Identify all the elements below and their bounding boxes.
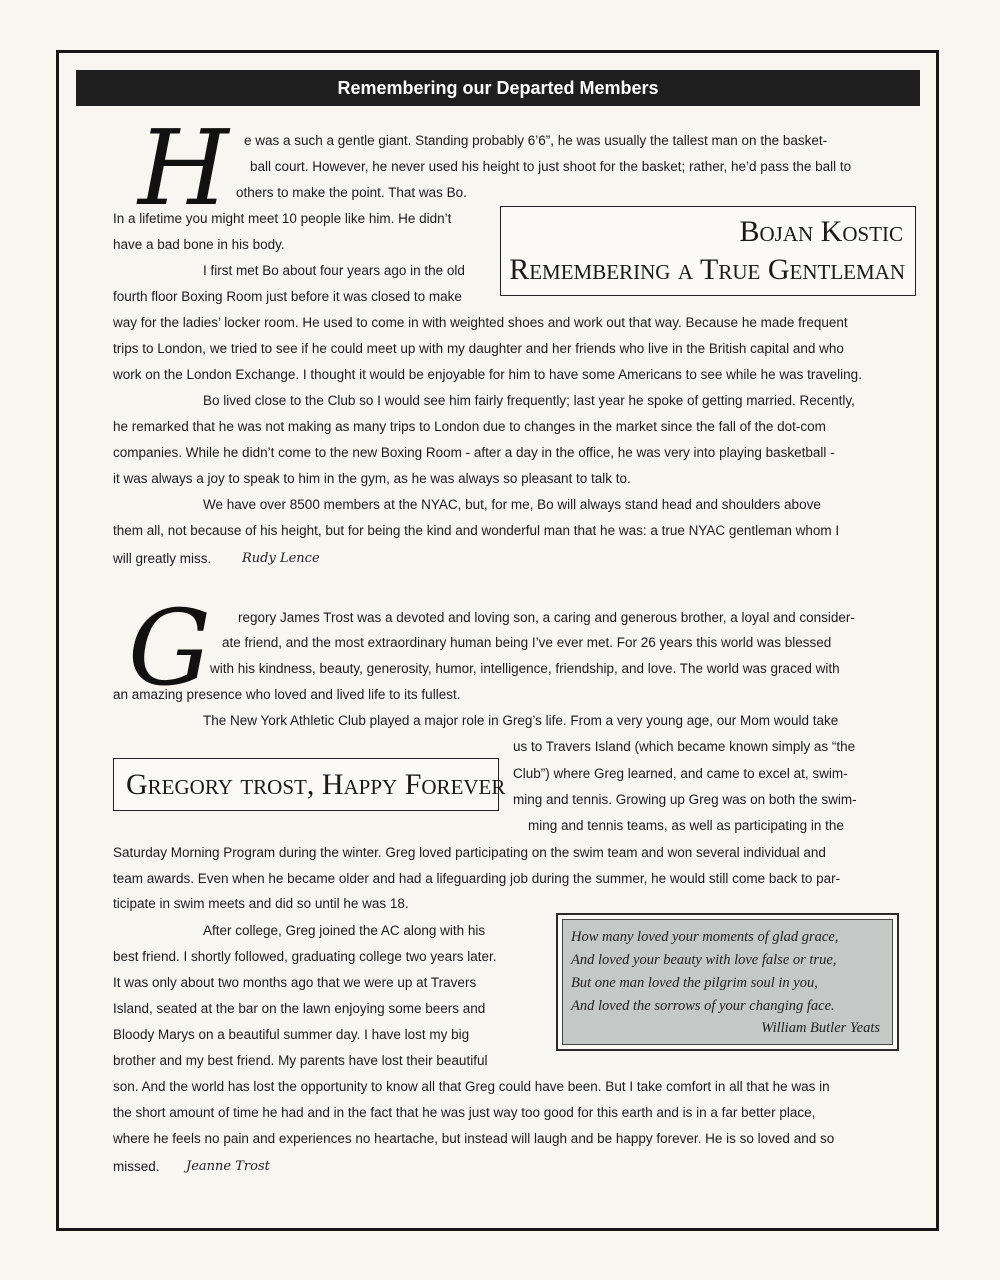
text-line: e was a such a gentle giant. Standing probably 6’6”, he was usually the tallest man on the basket- xyxy=(244,133,828,148)
poem-line: How many loved your moments of glad grace, xyxy=(571,929,839,945)
text-line: he remarked that he was not making as many trips to London due to changes in the market since the fall of the dot-com xyxy=(113,419,826,434)
text-line: brother and my best friend. My parents have lost their beautiful xyxy=(113,1053,488,1068)
text-line: way for the ladies’ locker room. He used to come in with weighted shoes and work out that way. Because he made frequent xyxy=(113,315,848,330)
drop-cap-h: H xyxy=(138,107,229,229)
text-line: the short amount of time he had and in the fact that he was just way too good for this earth and is in a far better place, xyxy=(113,1105,816,1120)
article-title-subtitle: Remembering a True Gentleman xyxy=(509,253,905,286)
section-header-title: Remembering our Departed Members xyxy=(337,77,659,98)
text-line: son. And the world has lost the opportunity to know all that Greg could have been. But I take comfort in all that he was in xyxy=(113,1079,830,1094)
text-line: Bo lived close to the Club so I would see him fairly frequently; last year he spoke of getting married. Recently, xyxy=(203,393,855,408)
text-line: Bloody Marys on a beautiful summer day. I have lost my big xyxy=(113,1027,470,1042)
text-line: In a lifetime you might meet 10 people like him. He didn’t xyxy=(113,211,452,226)
text-line: best friend. I shortly followed, graduating college two years later. xyxy=(113,949,497,964)
signature-jeanne-trost: Jeanne Trost xyxy=(186,1159,270,1174)
article-title-name: Bojan Kostic xyxy=(739,215,903,248)
article-title-gregory: Gregory trost, Happy Forever xyxy=(126,768,506,801)
drop-cap-g: G xyxy=(128,587,212,709)
text-line: The New York Athletic Club played a major role in Greg’s life. From a very young age, our Mom would take xyxy=(203,713,839,728)
text-line: ball court. However, he never used his height to just shoot for the basket; rather, he’d pass the ball to xyxy=(250,159,852,174)
text-line: an amazing presence who loved and lived life to its fullest. xyxy=(113,687,461,702)
poem-quote-panel xyxy=(562,919,893,1045)
text-line: ming and tennis. Growing up Greg was on both the swim- xyxy=(513,792,857,807)
text-line: ming and tennis teams, as well as participating in the xyxy=(528,818,844,833)
text-line: ate friend, and the most extraordinary human being I’ve ever met. For 26 years this world was blessed xyxy=(222,635,832,650)
text-line: ticipate in swim meets and did so until he was 18. xyxy=(113,896,409,911)
section-header xyxy=(76,70,920,106)
text-line: Saturday Morning Program during the winter. Greg loved participating on the swim team and won several individual and xyxy=(113,845,826,860)
text-line: companies. While he didn’t come to the new Boxing Room - after a day in the office, he was very into playing basketball - xyxy=(113,445,835,460)
poem-author: William Butler Yeats xyxy=(761,1020,880,1036)
text-line: it was always a joy to speak to him in the gym, as he was always so pleasant to talk to. xyxy=(113,471,631,486)
text-line: us to Travers Island (which became known simply as “the xyxy=(513,739,856,754)
text-line: team awards. Even when he became older and had a lifeguarding job during the summer, he would still come back to par- xyxy=(113,871,841,886)
text-line: regory James Trost was a devoted and loving son, a caring and generous brother, a loyal and consider- xyxy=(238,610,855,625)
text-line: others to make the point. That was Bo. xyxy=(236,185,467,200)
text-line: We have over 8500 members at the NYAC, but, for me, Bo will always stand head and shoulders above xyxy=(203,497,821,512)
text-line: them all, not because of his height, but for being the kind and wonderful man that he was: a true NYAC gentleman whom I xyxy=(113,523,840,538)
text-line: will greatly miss. xyxy=(113,551,212,566)
poem-line: But one man loved the pilgrim soul in you, xyxy=(571,975,818,991)
poem-line: And loved your beauty with love false or true, xyxy=(571,952,837,968)
text-line: fourth floor Boxing Room just before it was closed to make xyxy=(113,289,462,304)
text-line: have a bad bone in his body. xyxy=(113,237,285,252)
poem-line: And loved the sorrows of your changing face. xyxy=(571,998,835,1014)
text-line: work on the London Exchange. I thought it would be enjoyable for him to have some Americans to see while he was traveling. xyxy=(113,367,862,382)
text-line: Club”) where Greg learned, and came to excel at, swim- xyxy=(513,766,848,781)
text-line: with his kindness, beauty, generosity, humor, intelligence, friendship, and love. The world was graced with xyxy=(210,661,840,676)
article-title-box-bojan xyxy=(500,206,916,296)
article-title-box-gregory xyxy=(113,758,506,811)
text-line: trips to London, we tried to see if he could meet up with my daughter and her friends who live in the British capital and who xyxy=(113,341,844,356)
text-line: After college, Greg joined the AC along with his xyxy=(203,923,486,938)
text-line: missed. xyxy=(113,1159,160,1174)
text-line: where he feels no pain and experiences no heartache, but instead will laugh and be happy forever. He is so loved and so xyxy=(113,1131,835,1146)
text-line: Island, seated at the bar on the lawn enjoying some beers and xyxy=(113,1001,486,1016)
text-line: It was only about two months ago that we were up at Travers xyxy=(113,975,477,990)
poem-quote-box xyxy=(556,913,899,1051)
signature-rudy-lence: Rudy Lence xyxy=(242,551,320,566)
text-line: I first met Bo about four years ago in the old xyxy=(203,263,465,278)
